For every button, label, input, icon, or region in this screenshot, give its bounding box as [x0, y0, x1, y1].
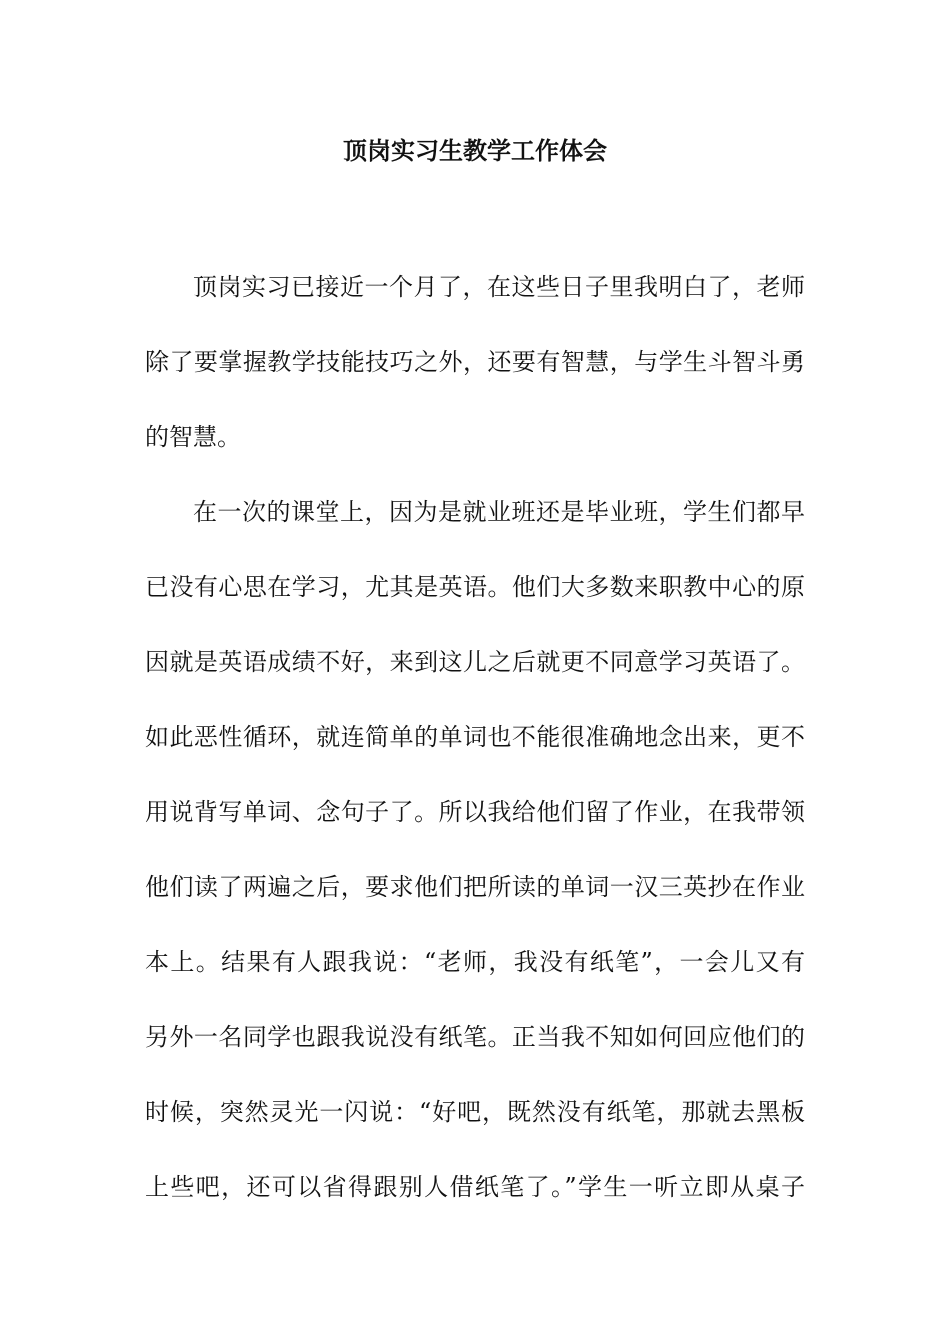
- paragraph-2-line-6: 他们读了两遍之后，要求他们把所读的单词一汉三英抄在作业: [145, 873, 805, 901]
- paragraph-1-line-3: 的智慧。: [145, 423, 241, 451]
- paragraph-2-line-7: 本上。结果有人跟我说：“老师，我没有纸笔”，一会儿又有: [145, 948, 805, 976]
- paragraph-1-line-1: 顶岗实习已接近一个月了，在这些日子里我明白了，老师: [193, 273, 805, 301]
- paragraph-2-line-2: 已没有心思在学习，尤其是英语。他们大多数来职教中心的原: [145, 573, 805, 601]
- paragraph-2-line-5: 用说背写单词、念句子了。所以我给他们留了作业，在我带领: [145, 798, 805, 826]
- paragraph-2-line-8: 另外一名同学也跟我说没有纸笔。正当我不知如何回应他们的: [145, 1023, 805, 1051]
- paragraph-2-line-10: 上些吧，还可以省得跟别人借纸笔了。”学生一听立即从桌子: [145, 1173, 805, 1201]
- paragraph-2-line-3: 因就是英语成绩不好，来到这儿之后就更不同意学习英语了。: [145, 648, 805, 676]
- document-title: 顶岗实习生教学工作体会: [343, 136, 607, 165]
- paragraph-1-line-2: 除了要掌握教学技能技巧之外，还要有智慧，与学生斗智斗勇: [145, 348, 805, 376]
- paragraph-2-line-9: 时候，突然灵光一闪说：“好吧，既然没有纸笔，那就去黑板: [145, 1098, 805, 1126]
- paragraph-2-line-1: 在一次的课堂上，因为是就业班还是毕业班，学生们都早: [193, 498, 805, 526]
- document-body: [145, 250, 805, 1225]
- paragraph-2-line-4: 如此恶性循环，就连简单的单词也不能很准确地念出来，更不: [145, 723, 805, 751]
